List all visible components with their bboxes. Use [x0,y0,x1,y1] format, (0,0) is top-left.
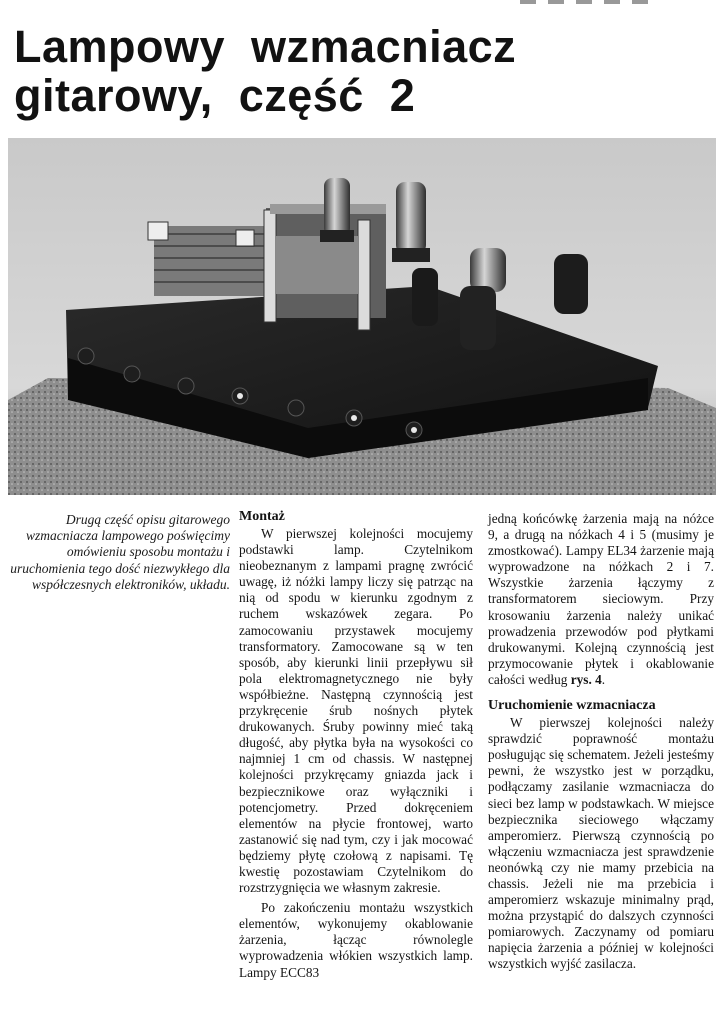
article-column-middle [239,509,473,985]
section-heading-montaz: Montaż [239,509,285,524]
paragraph-end: . [601,671,606,687]
title-line-1: Lampowy wzmacniacz [14,21,517,72]
figure-reference: rys. 4 [570,671,602,687]
section-heading-uruchomienie: Uruchomienie wzmacniacza [488,698,656,714]
lead-paragraph: Drugą część opisu gitarowego wzmacniacza lampowego poświęcimy omówieniu sposobu montażu i uruchomienia tego dość niezwykłego dla współczesnych elektroników, układu. [10,512,230,592]
amplifier-photo [8,138,716,495]
title-line-2: gitarowy, część 2 [14,70,416,121]
paragraph-text: jedną końcówkę żarzenia mają na nóżce 9, a drugą na nóżkach 4 i 5 (musimy je zmostkować). Lampy EL34 żarzenie mają wyprowadzone na nóżkach 2 i 7. Wszystkie żarzenia łączymy z transformatorem sieciowym. Przy krosowaniu żarzenia należy unikać prowadzenia przewodów pod płytkami drukowanymi. Kolejną czynnością jest przymocowanie płytek i okablowanie całości według [488,511,714,687]
article-column-right [488,511,714,977]
page-title [14,22,714,120]
paragraph: W pierwszej kolejności mocujemy podstawki lamp. Czytelnikom nieobeznanym z lampami pragnę zwrócić uwagę, iż nóżki lampy liczy się patrząc na nią od spodu w kierunku zgodnym z ruchem wskazówek zegara. Po zamocowaniu przystawek mocujemy transformatory. Zamocowane są w ten sposób, aby kierunki linii przepływu sił pola elektromagnetycznego nie były współbieżne. Następną czynnością jest przykręcenie śrub nośnych płytek drukowanych. Śruby powinny mieć taką długość, aby płytka była na wysokości co najmniej 1 cm od chassis. W następnej kolejności przykręcamy gniazda jack i bezpiecznikowe oraz wyłączniki i potencjometry. Przed dokręceniem elementów na płycie frontowej, warto zastanowić się nad tym, czy i jak mocować będziemy płytę czołową z napisami. Tę kwestię pozostawiam Czytelnikom do rozstrzygnięcia we własnym zakresie. [239,526,473,896]
paragraph: W pierwszej kolejności należy sprawdzić poprawność montażu posługując się schematem. Jeżeli jesteśmy pewni, że wszystko jest w porządku, podłączamy zasilanie wzmacniacza do sieci bez lamp w podstawkach. W miejsce bezpiecznika sieciowego włączamy amperomierz. Pierwszą czynnością po włączeniu wzmacniacza jest sprawdzenie neonówką czy nie mamy przebicia na chassis. Jeżeli nie ma przebicia i amperomierz wskazuje minimalny prąd, można przystąpić do dalszych czynności pomiarowych. Zaczynamy od pomiaru napięcia żarzenia a później w kolejności wszystkich wyjść zasilacza. [488,715,714,972]
paragraph [488,511,714,688]
paragraph: Po zakończeniu montażu wszystkich elementów, wykonujemy okablowanie żarzenia, łącząc równolegle wyprowadzenia włókien wszystkich lamp. Lampy ECC83 [239,900,473,980]
header-decoration [520,0,720,8]
